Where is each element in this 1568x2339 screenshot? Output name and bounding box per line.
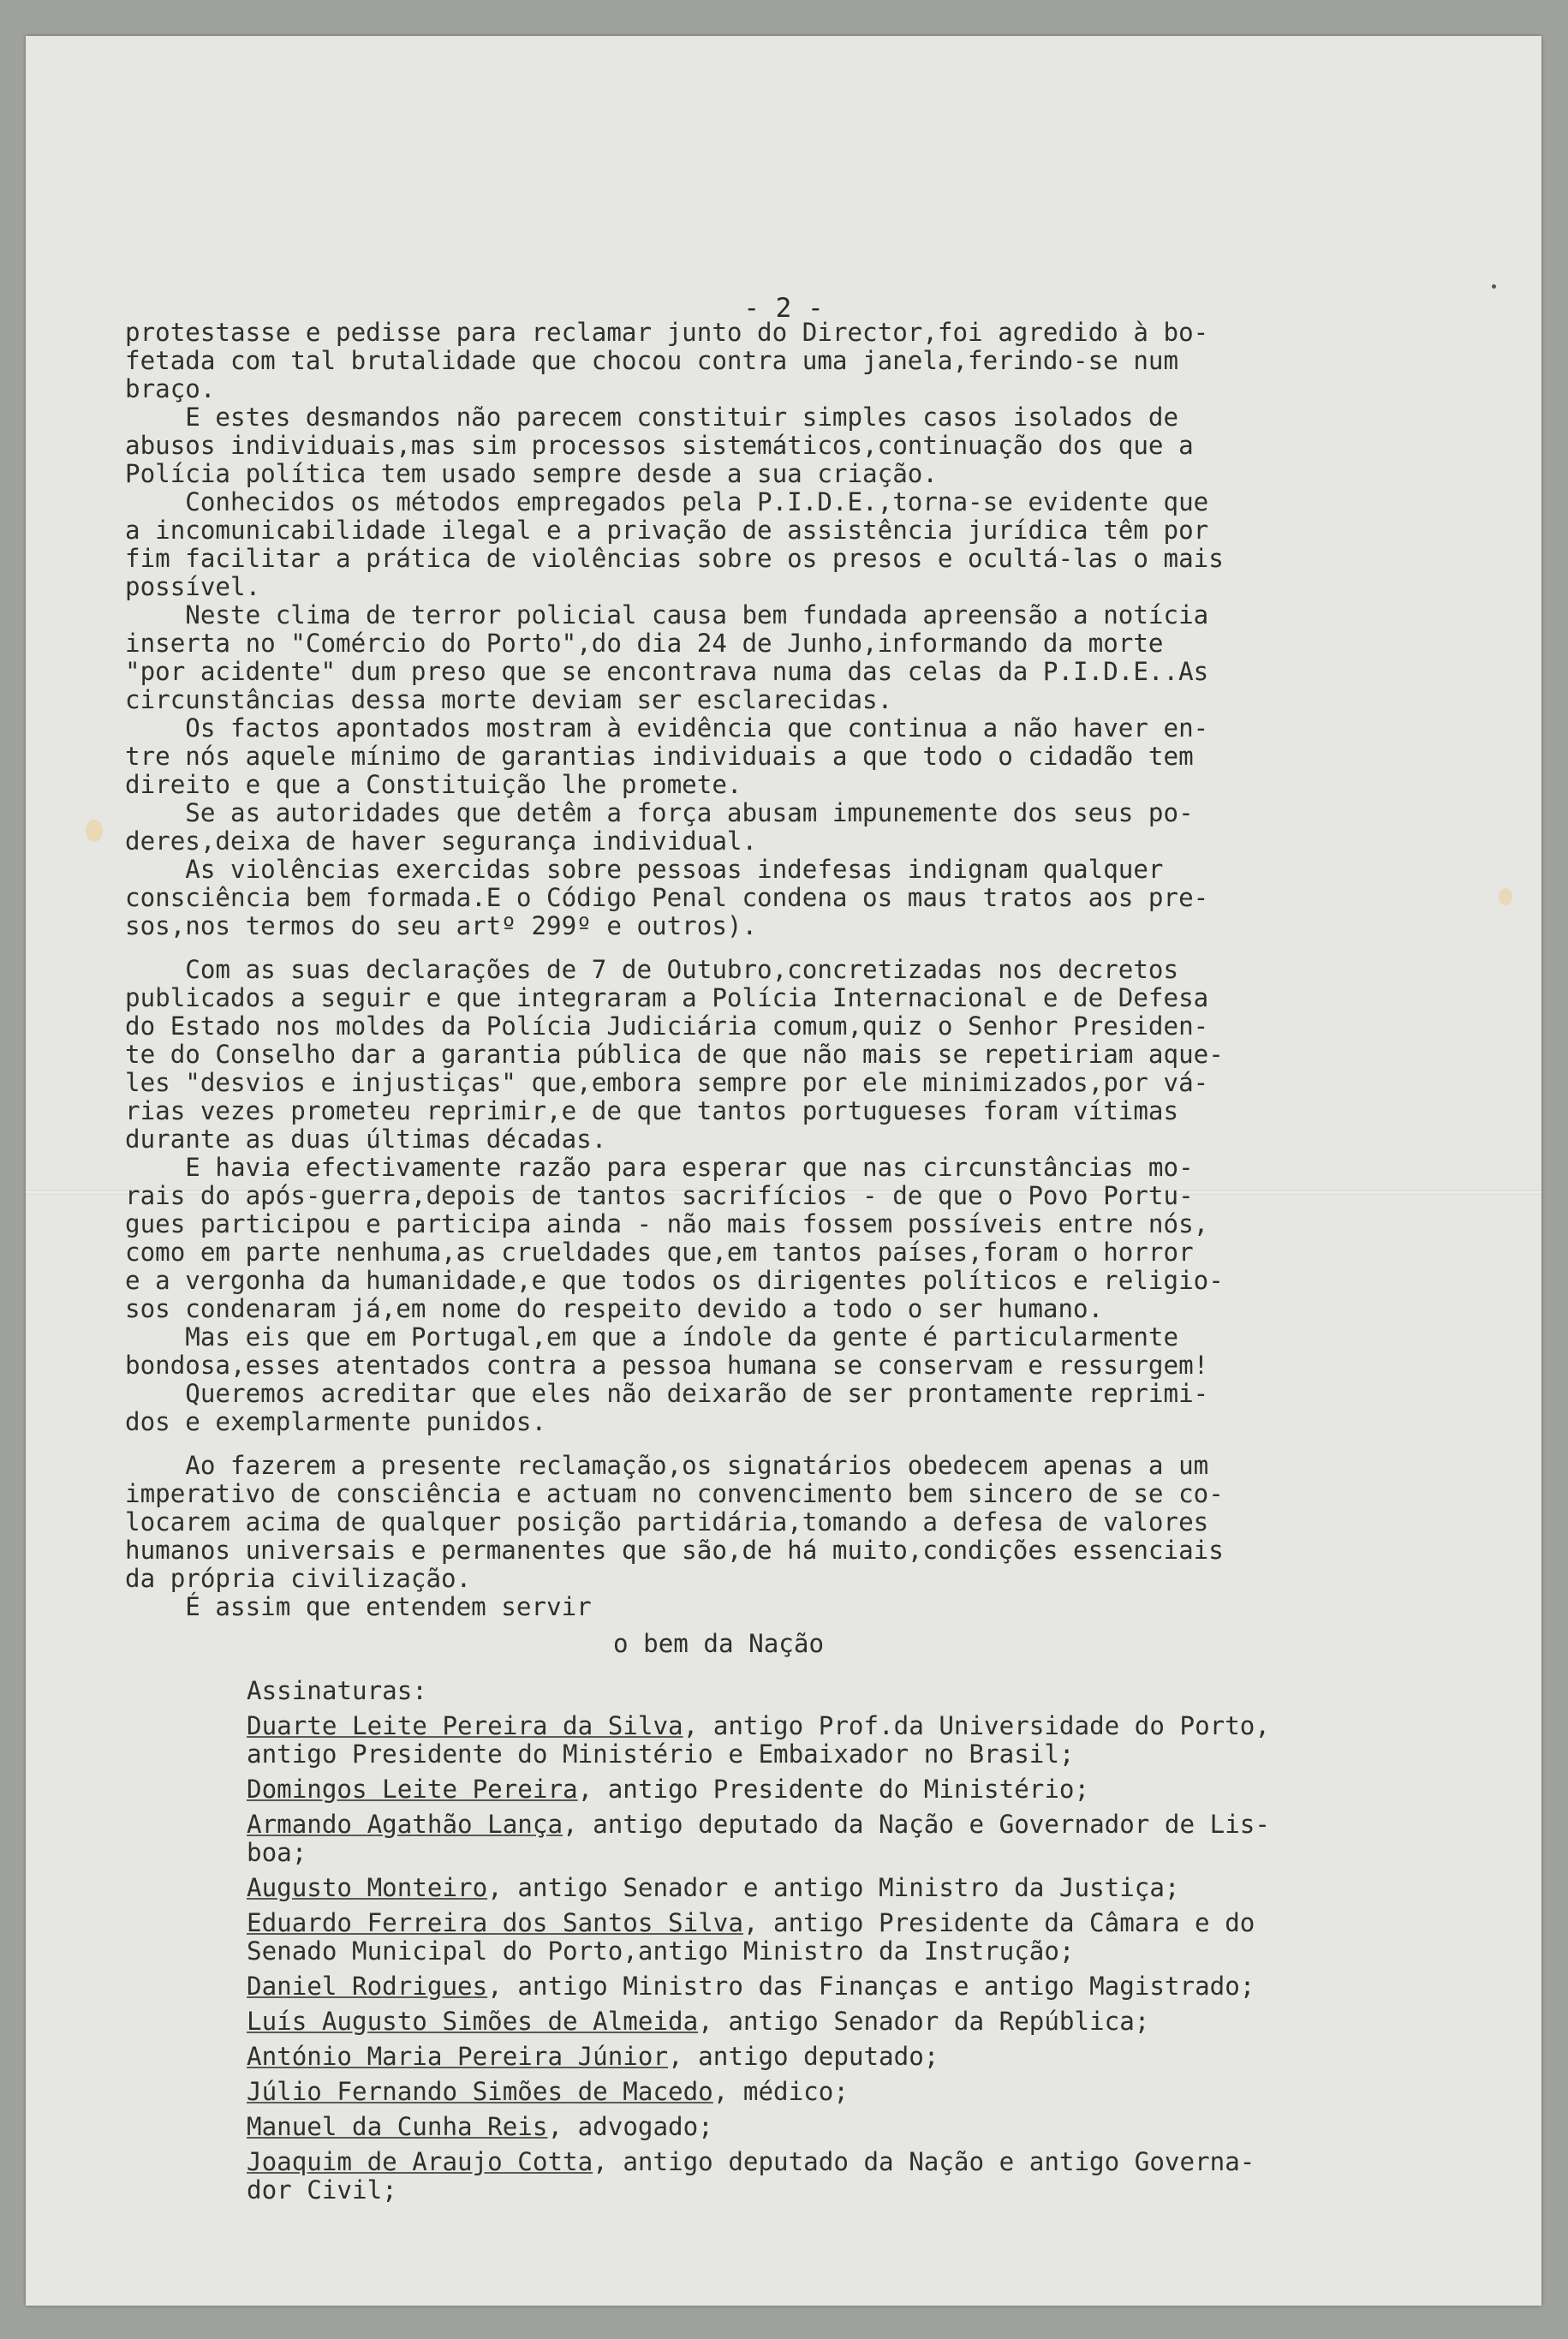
text-line: Polícia política tem usado sempre desde a sua criação. [125,459,938,488]
paragraph [125,956,1410,1154]
paragraph [125,403,1410,488]
signature-line [247,2008,1410,2036]
signature-line [247,2113,1410,2141]
paragraph [125,856,1410,940]
signature-entry [125,1811,1410,1867]
text-line: "por acidente" dum preso que se encontrava numa das celas da P.I.D.E..As [125,657,1209,686]
signatory-title: , advogado; [547,2112,713,2141]
signature-entry [125,2008,1410,2036]
signatory-name: Domingos Leite Pereira [247,1775,578,1804]
text-line: dos e exemplarmente punidos. [125,1407,547,1436]
text-line: Queremos acreditar que eles não deixarão de ser prontamente reprimi- [125,1379,1209,1408]
text-line: circunstâncias dessa morte deviam ser esclarecidas. [125,685,893,714]
signature-entry [125,2078,1410,2106]
paragraph [125,1154,1410,1323]
paragraph [125,1323,1410,1380]
text-line: do Estado nos moldes da Polícia Judiciária comum,quiz o Senhor Presiden- [125,1011,1209,1041]
signatory-title: , antigo deputado; [668,2042,939,2071]
paragraph [125,1593,1410,1621]
text-line: deres,deixa de haver segurança individual. [125,826,758,856]
signatory-title-continued: antigo Presidente do Ministério e Embaixador no Brasil; [247,1739,1075,1769]
signatory-title: , antigo deputado da Nação e Governador de Lis- [563,1810,1270,1839]
text-line: As violências exercidas sobre pessoas indefesas indignam qualquer [125,855,1164,884]
text-line: Se as autoridades que detêm a força abusam impunemente dos seus po- [125,798,1194,827]
text-line: E estes desmandos não parecem constituir simples casos isolados de [125,403,1179,432]
paragraph [125,714,1410,799]
signatory-title: , antigo Presidente da Câmara e do [742,1908,1255,1937]
signatory-name: Manuel da Cunha Reis [247,2112,548,2141]
text-line: humanos universais e permanentes que são,de há muito,condições essenciais [125,1536,1224,1565]
signature-line [247,2148,1410,2176]
signatory-title: , antigo Prof.da Universidade do Porto, [683,1711,1270,1740]
signature-entry [125,2043,1410,2071]
text-line: Os factos apontados mostram à evidência que continua a não haver en- [125,713,1209,743]
signatory-title: , médico; [712,2077,849,2106]
signature-line [247,1972,1410,2001]
text-line: a incomunicabilidade ilegal e a privação de assistência jurídica têm por [125,516,1209,545]
text-line: rias vezes prometeu reprimir,e de que tantos portugueses foram vítimas [125,1096,1179,1125]
text-line: gues participou e participa ainda - não mais fossem possíveis entre nós, [125,1209,1209,1238]
signatory-name: Luís Augusto Simões de Almeida [247,2007,699,2036]
closing-line: o bem da Nação [613,1629,825,1658]
signature-line [247,1712,1410,1740]
signatory-title: , antigo Senador e antigo Ministro da Justiça; [487,1873,1180,1902]
text-line: abusos individuais,mas sim processos sistemáticos,continuação dos que a [125,431,1194,460]
text-line: inserta no "Comércio do Porto",do dia 24 de Junho,informando da morte [125,629,1164,658]
signature-entry [125,2113,1410,2141]
signature-line [247,1874,1410,1902]
stain-mark [1499,888,1512,905]
text-line: te do Conselho dar a garantia pública de que não mais se repetiriam aque- [125,1040,1224,1069]
signatory-title: , antigo Senador da República; [698,2007,1150,2036]
paragraphs-bottom [125,1452,1410,1621]
text-line: les "desvios e injustiças" que,embora sempre por ele minimizados,por vá- [125,1068,1209,1097]
text-line: direito e que a Constituição lhe promete. [125,770,742,799]
signatory-name: Daniel Rodrigues [247,1972,488,2001]
signatory-name: Armando Agathão Lança [247,1810,563,1839]
signature-line [247,1909,1410,1937]
text-line: imperativo de consciência e actuam no convencimento bem sincero de se co- [125,1479,1224,1508]
letter-body [125,319,1410,2205]
text-line: da própria civilização. [125,1564,472,1593]
paragraphs-middle [125,956,1410,1436]
text-line: durante as duas últimas décadas. [125,1125,607,1154]
text-line: Ao fazerem a presente reclamação,os signatários obedecem apenas a um [125,1451,1209,1480]
text-line: É assim que entendem servir [125,1592,592,1621]
signature-line [247,2043,1410,2071]
text-line: Conhecidos os métodos empregados pela P.I.D.E.,torna-se evidente que [125,487,1209,516]
signatory-title: , antigo Presidente do Ministério; [577,1775,1090,1804]
text-line: possível. [125,572,261,601]
signature-line [247,1811,1410,1839]
signature-entry [125,1775,1410,1804]
signatory-title: , antigo Ministro das Finanças e antigo Magistrado; [487,1972,1255,2001]
text-line: tre nós aquele mínimo de garantias individuais a que todo o cidadão tem [125,742,1194,771]
text-line: braço. [125,374,216,403]
text-line: como em parte nenhuma,as crueldades que,em tantos países,foram o horror [125,1238,1194,1267]
text-line: rais do após-guerra,depois de tantos sacrifícios - de que o Povo Portu- [125,1181,1194,1210]
signatory-name: Augusto Monteiro [247,1873,488,1902]
text-line: fim facilitar a prática de violências sobre os presos e ocultá-las o mais [125,544,1224,573]
signature-line [247,2078,1410,2106]
stain-mark [86,820,103,842]
signature-entry [125,1972,1410,2001]
paragraph [125,1380,1410,1436]
text-line: Mas eis que em Portugal,em que a índole da gente é particularmente [125,1322,1179,1351]
text-line: E havia efectivamente razão para esperar que nas circunstâncias mo- [125,1153,1194,1182]
signature-line [247,1775,1410,1804]
text-line: publicados a seguir e que integraram a Polícia Internacional e de Defesa [125,983,1209,1012]
paragraph [125,488,1410,601]
stain-mark [1492,284,1496,289]
signatory-name: António Maria Pereira Júnior [247,2042,669,2071]
text-line: sos condenaram já,em nome do respeito devido a todo o ser humano. [125,1294,1104,1323]
text-line: Neste clima de terror policial causa bem fundada apreensão a notícia [125,600,1209,630]
text-line: e a vergonha da humanidade,e que todos os dirigentes políticos e religio- [125,1266,1224,1295]
signatures-label: Assinaturas: [247,1676,427,1705]
signature-entry [125,2148,1410,2205]
text-line: locarem acima de qualquer posição partidária,tomando a defesa de valores [125,1507,1209,1536]
text-line: consciência bem formada.E o Código Penal condena os maus tratos aos pre- [125,883,1209,912]
signatory-name: Eduardo Ferreira dos Santos Silva [247,1908,743,1937]
text-line: fetada com tal brutalidade que chocou contra uma janela,ferindo-se num [125,346,1179,375]
signatory-name: Duarte Leite Pereira da Silva [247,1711,683,1740]
text-line: sos,nos termos do seu artº 299º e outros). [125,911,758,940]
text-line: protestasse e pedisse para reclamar junto do Director,foi agredido à bo- [125,318,1209,347]
paragraph [125,799,1410,856]
signatures-list [125,1712,1410,2205]
signatory-title: , antigo deputado da Nação e antigo Governa- [593,2147,1255,2176]
paragraphs-top [125,319,1410,940]
signatory-title-continued: Senado Municipal do Porto,antigo Ministro da Instrução; [247,1936,1075,1966]
signatory-name: Júlio Fernando Simões de Macedo [247,2077,713,2106]
signatory-title-continued: dor Civil; [247,2175,397,2205]
signature-entry [125,1909,1410,1966]
signatory-name: Joaquim de Araujo Cotta [247,2147,593,2176]
text-line: Com as suas declarações de 7 de Outubro,concretizadas nos decretos [125,955,1179,984]
signatory-title-continued: boa; [247,1838,307,1867]
paragraph [125,601,1410,714]
text-line: bondosa,esses atentados contra a pessoa humana se conservam e ressurgem! [125,1351,1209,1380]
signature-entry [125,1712,1410,1769]
page-number: - 2 - [743,293,824,324]
paragraph [125,1452,1410,1593]
signature-entry [125,1874,1410,1902]
paragraph [125,319,1410,403]
